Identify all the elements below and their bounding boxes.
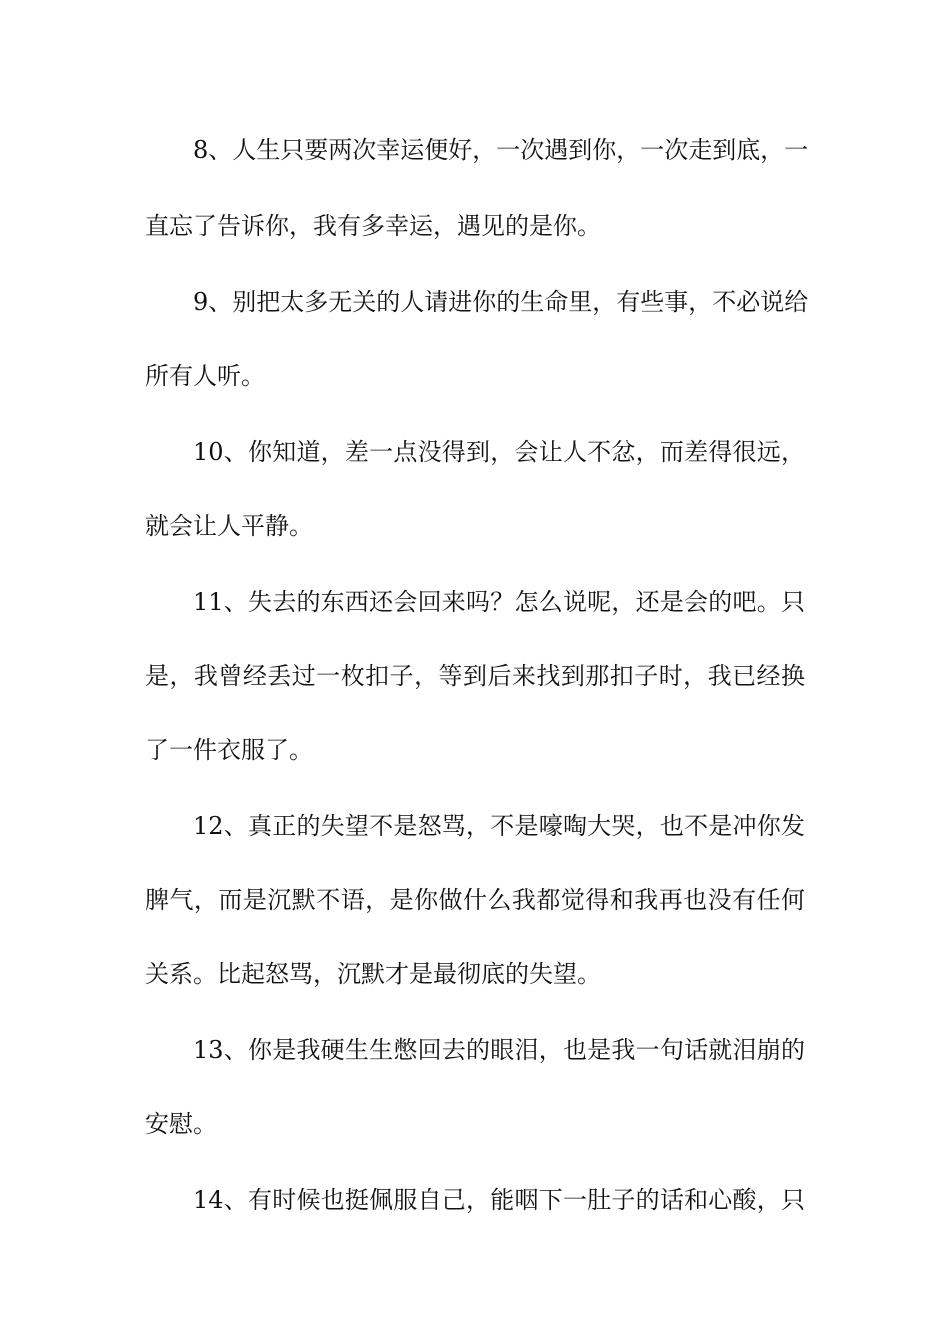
paragraph-10-line-1: 10、你知道，差一点没得到，会让人不忿，而差得很远， [193,438,805,466]
paragraph-12-line-3: 关系。比起怒骂，沉默才是最彻底的失望。 [145,960,601,988]
paragraph-12-line-2: 脾气，而是沉默不语，是你做什么我都觉得和我再也没有任何 [145,886,805,914]
paragraph-13-line-1: 13、你是我硬生生憋回去的眼泪，也是我一句话就泪崩的 [193,1036,805,1064]
paragraph-12-line-1: 12、真正的失望不是怒骂，不是嚎啕大哭，也不是冲你发 [193,812,805,840]
paragraph-11-line-2: 是，我曾经丢过一枚扣子，等到后来找到那扣子时，我已经换 [145,662,805,690]
paragraph-10-line-2: 就会让人平静。 [145,512,313,540]
paragraph-9-line-2: 所有人听。 [145,362,265,390]
paragraph-11-line-1: 11、失去的东西还会回来吗？怎么说呢，还是会的吧。只 [193,588,805,616]
paragraph-11-line-3: 了一件衣服了。 [145,736,313,764]
paragraph-13-line-2: 安慰。 [145,1110,217,1138]
paragraph-8-line-2: 直忘了告诉你，我有多幸运，遇见的是你。 [145,212,601,240]
paragraph-9-line-1: 9、别把太多无关的人请进你的生命里，有些事，不必说给 [193,288,809,316]
paragraph-14-line-1: 14、有时候也挺佩服自己，能咽下一肚子的话和心酸，只 [193,1186,805,1214]
paragraph-8-line-1: 8、人生只要两次幸运便好，一次遇到你，一次走到底，一 [193,136,809,164]
